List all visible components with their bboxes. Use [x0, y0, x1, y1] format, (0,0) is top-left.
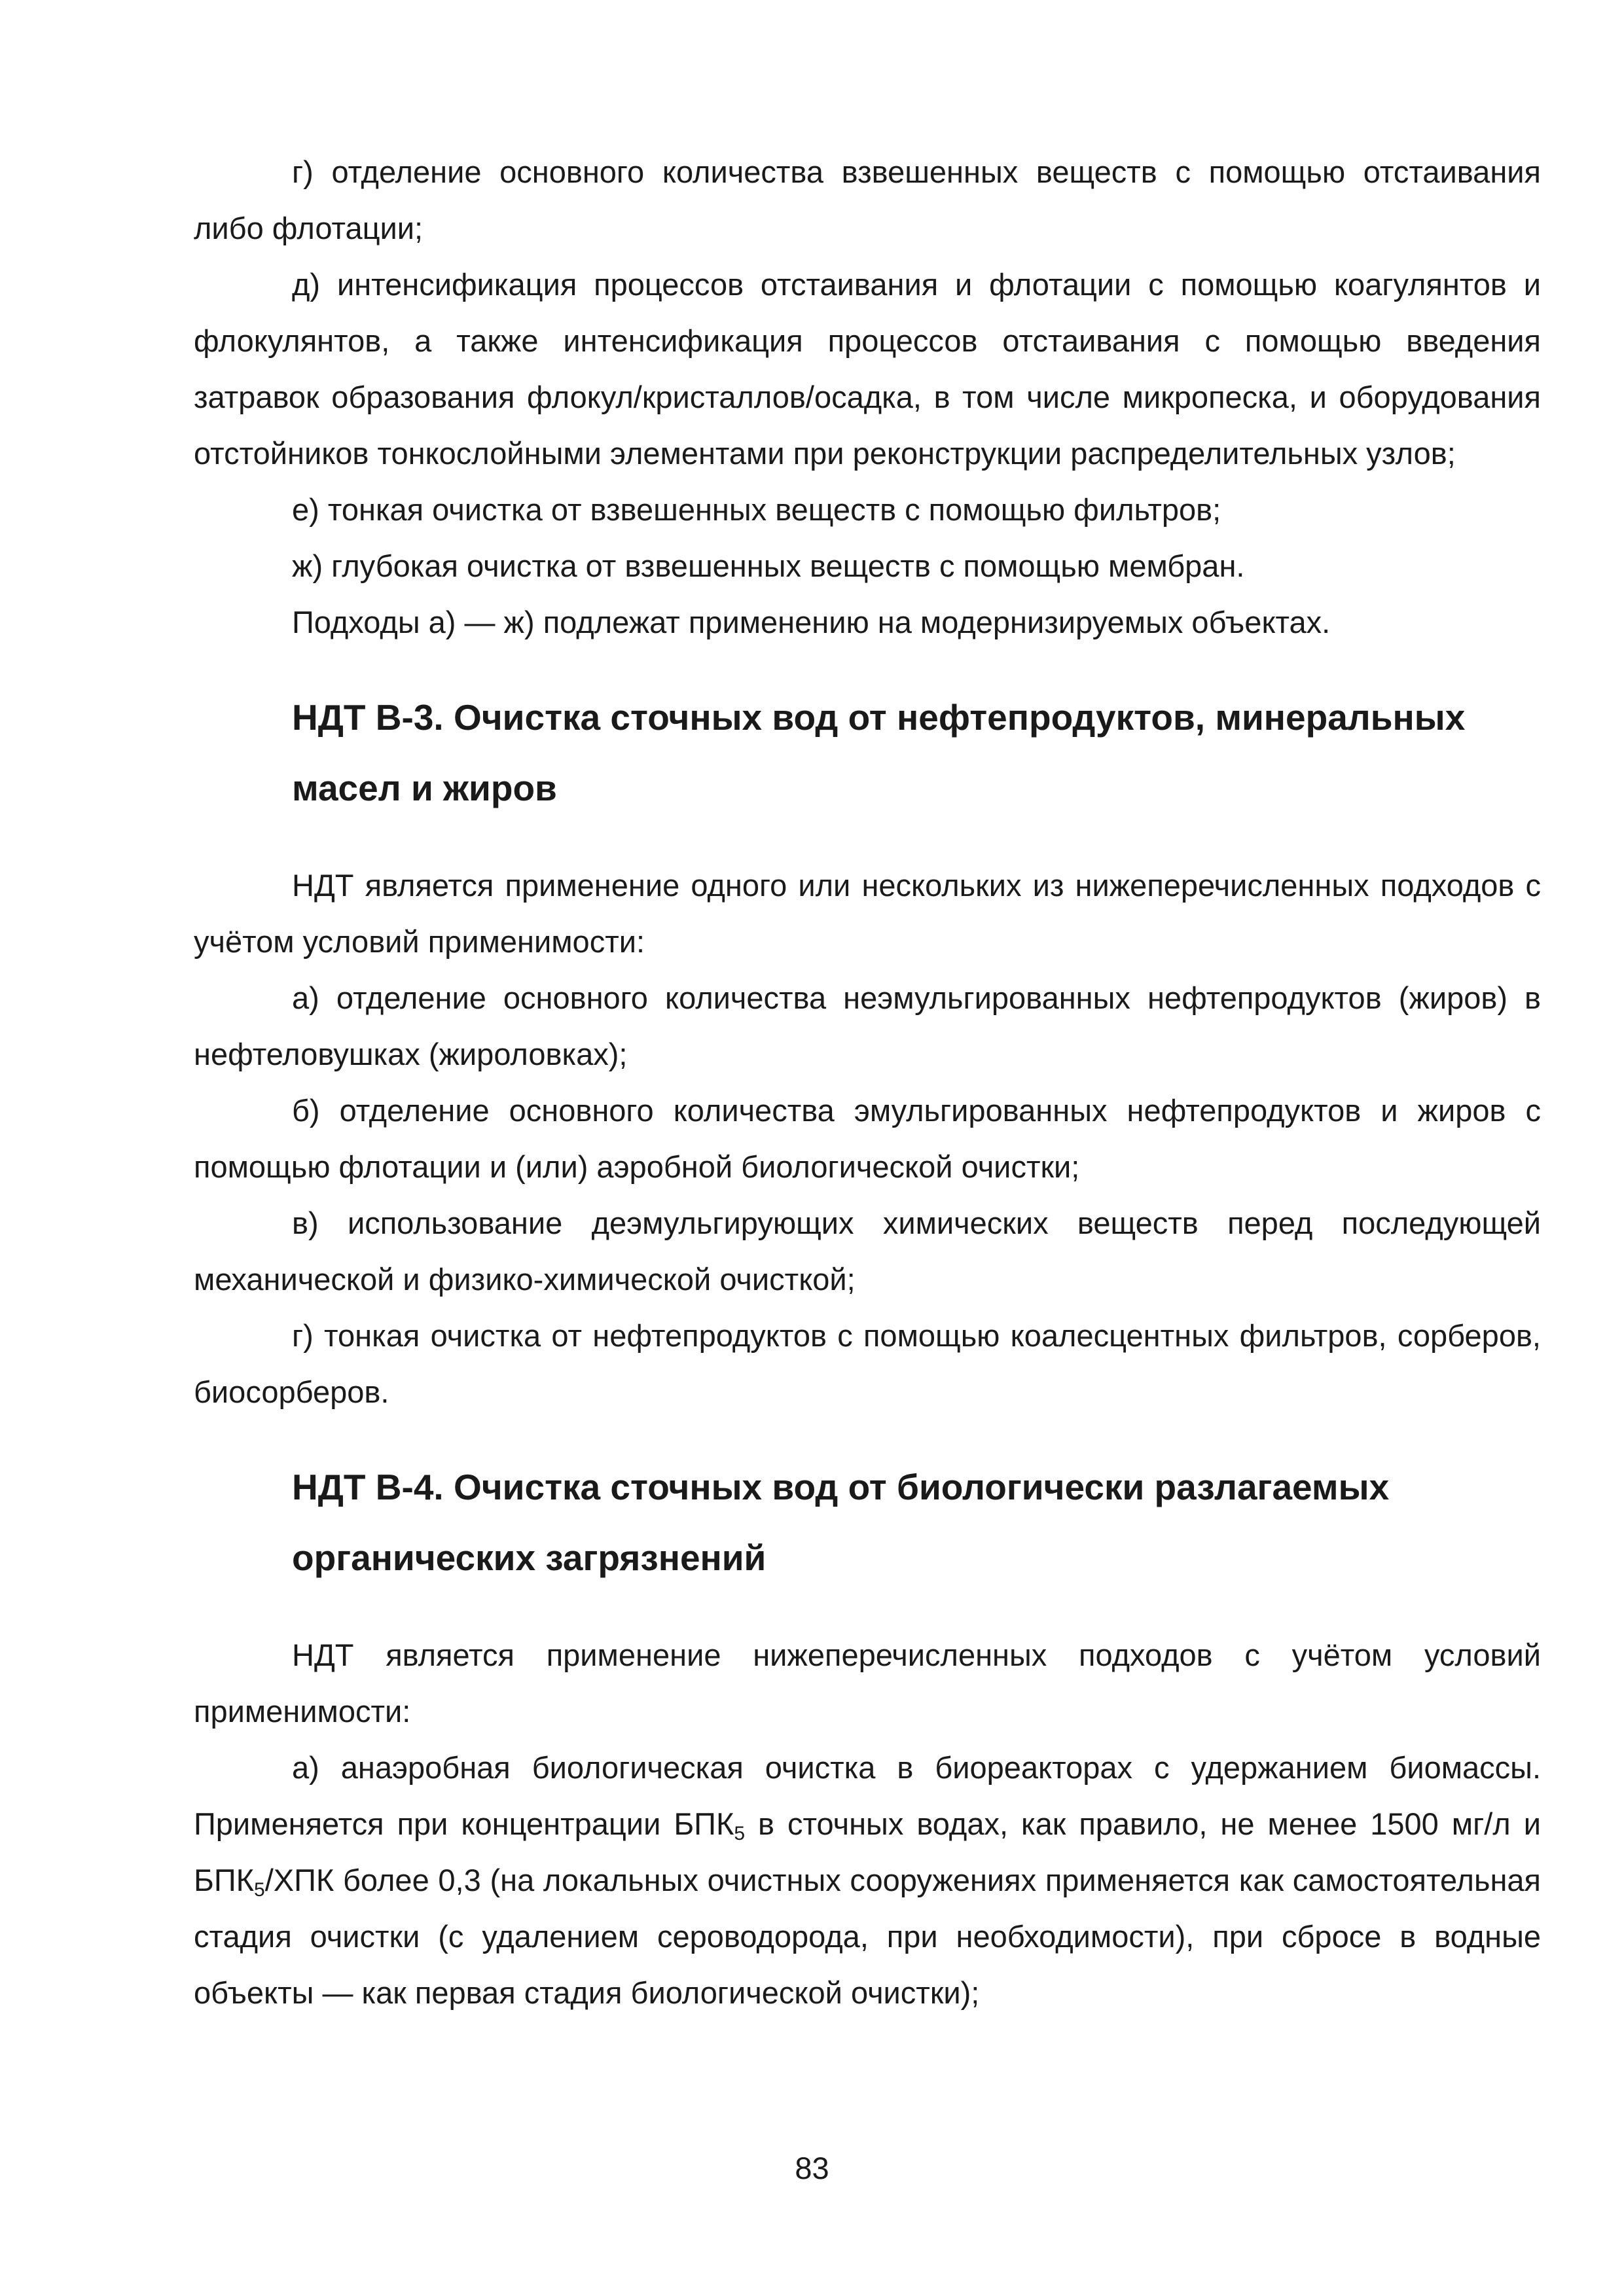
- subscript: 5: [254, 1879, 265, 1901]
- page-content: [194, 144, 1541, 2021]
- paragraph-b3-item-b: б) отделение основного количества эмульгированных нефтепродуктов и жиров с помощью флотации и (или) аэробной биологической очистки;: [194, 1093, 1541, 1184]
- paragraph-b3-intro: НДТ является применение одного или нескольких из нижеперечисленных подходов с учётом условий применимости:: [194, 868, 1541, 959]
- subscript: 5: [734, 1823, 746, 1844]
- paragraph-item-zh: ж) глубокая очистка от взвешенных веществ с помощью мембран.: [292, 548, 1245, 583]
- paragraph-b4-item-a: [194, 1740, 1541, 2021]
- section-heading-b3: НДТ В-3. Очистка сточных вод от нефтепродуктов, минеральных масел и жиров: [292, 697, 1466, 808]
- paragraph-approaches-note: Подходы а) — ж) подлежат применению на модернизируемых объектах.: [292, 605, 1331, 639]
- page-number: 83: [795, 2151, 829, 2185]
- text-run: /ХПК более 0,3 (на локальных очистных сооружениях применяется как самостоятельная стадия очистки (с удалением сероводорода, при необходимости), при сбросе в водные объекты — как первая стадия биологической очистки);: [194, 1863, 1541, 2010]
- paragraph-b3-item-v: в) использование деэмульгирующих химических веществ перед последующей механической и физико-химической очисткой;: [194, 1206, 1541, 1297]
- paragraph-item-d: д) интенсификация процессов отстаивания и флотации с помощью коагулянтов и флокулянтов, а также интенсификация процессов отстаивания с помощью введения затравок образования флокул/кристаллов/осадка, в том числе микропеска, и оборудования отстойников тонкослойными элементами при реконструкции распределительных узлов;: [194, 267, 1541, 471]
- paragraph-item-g: г) отделение основного количества взвешенных веществ с помощью отстаивания либо флотации;: [194, 154, 1541, 245]
- paragraph-b4-intro: НДТ является применение нижеперечисленных подходов с учётом условий применимости:: [194, 1638, 1541, 1729]
- text-run: а) анаэробная биологическая очистка в биореакторах с удержанием биомассы. Применяется при концентрации БПК: [194, 1750, 1541, 1841]
- paragraph-b3-item-g: г) тонкая очистка от нефтепродуктов с помощью коалесцентных фильтров, сорберов, биосорберов.: [194, 1318, 1541, 1409]
- paragraph-b3-item-a: а) отделение основного количества неэмульгированных нефтепродуктов (жиров) в нефтеловушках (жироловках);: [194, 980, 1541, 1071]
- section-heading-b4: НДТ В-4. Очистка сточных вод от биологически разлагаемых органических загрязнений: [292, 1467, 1390, 1578]
- paragraph-item-e: е) тонкая очистка от взвешенных веществ с помощью фильтров;: [292, 492, 1221, 527]
- text-run: в сточных водах, как правило, не менее 1500 мг/л и БПК: [194, 1806, 1541, 1897]
